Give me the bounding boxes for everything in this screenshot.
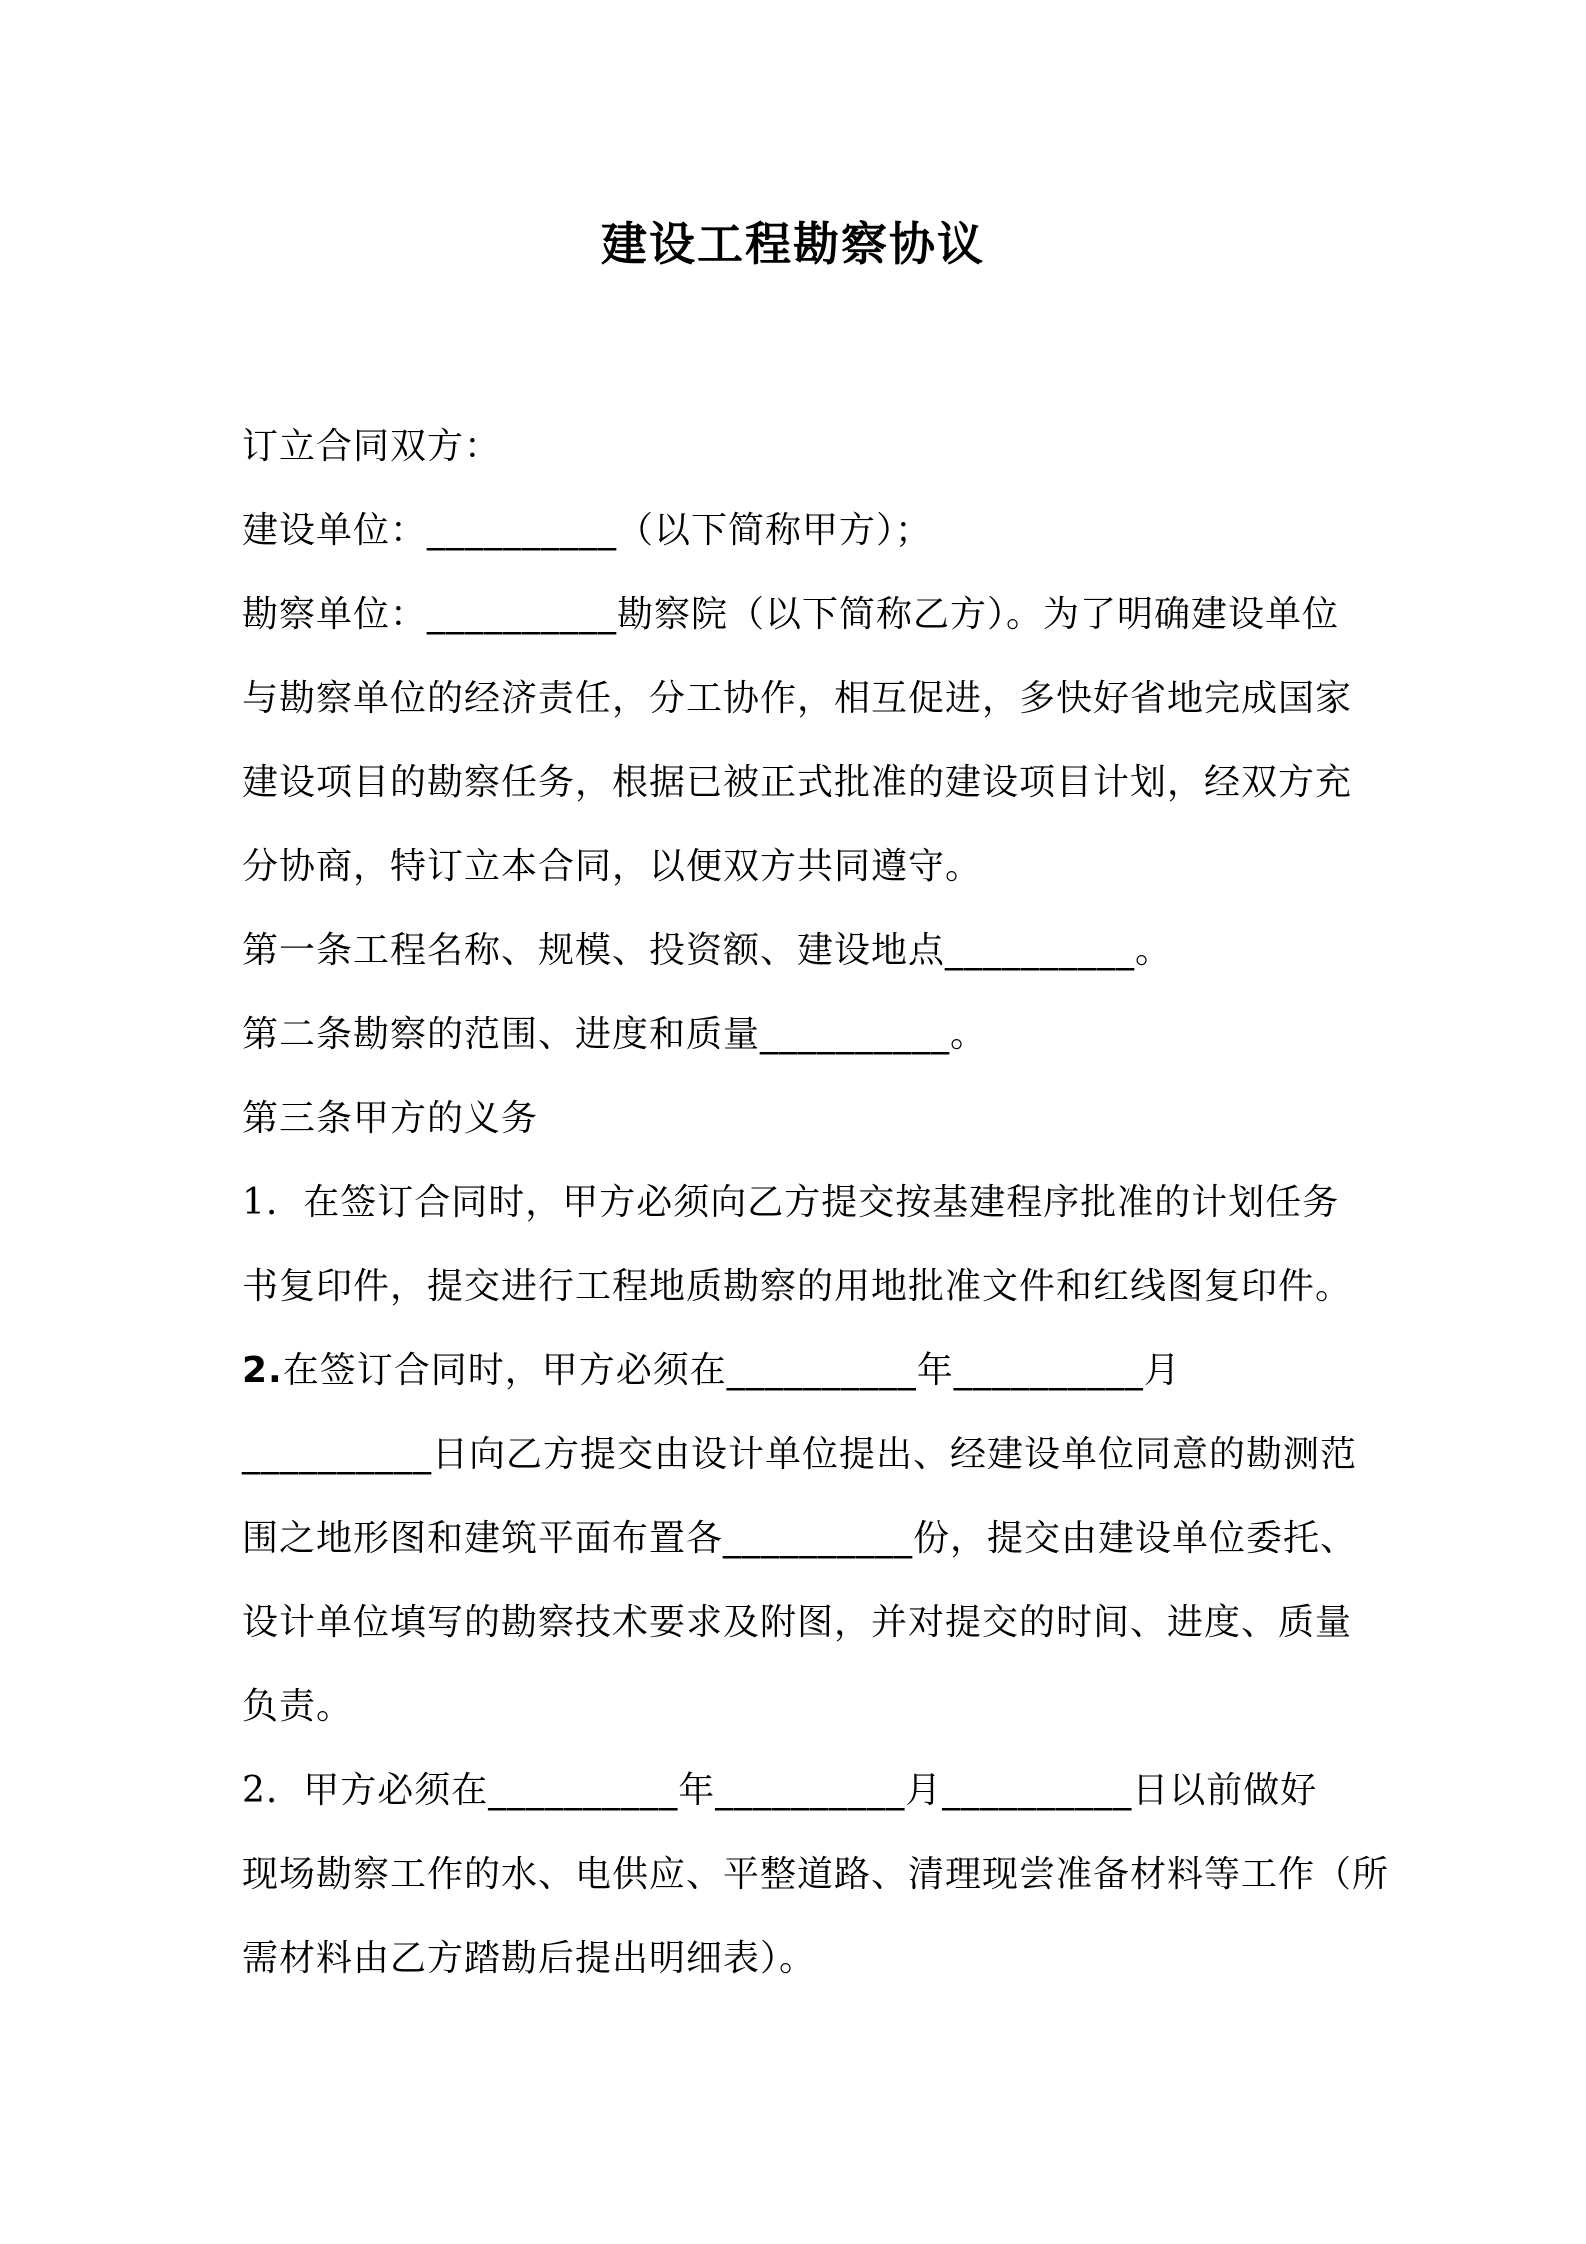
clause-text: 在签订合同时，甲方必须在__________年__________月 [282,1350,1181,1391]
party-a-line: 建设单位：__________（以下简称甲方）； [242,510,933,551]
clause-2a-line: 负责。 [242,1686,354,1727]
article-3-heading: 第三条甲方的义务 [242,1098,539,1139]
clause-2a-line [242,1329,1362,1413]
clause-2a-line: 设计单位填写的勘察技术要求及附图，并对提交的时间、进度、质量 [242,1602,1353,1643]
document-body [242,405,1390,2001]
preamble-line: 建设项目的勘察任务，根据已被正式批准的建设项目计划，经双方充 [242,762,1353,803]
party-b-line: 勘察单位：__________勘察院（以下简称乙方）。为了明确建设单位 [242,594,1340,635]
preamble-line: 分协商，特订立本合同，以便双方共同遵守。 [242,846,983,887]
document-title: 建设工程勘察协议 [601,217,985,271]
clause-number: 2. [242,1350,283,1391]
clause-2b-line: 现场勘察工作的水、电供应、平整道路、清理现尝准备材料等工作（所 [242,1854,1390,1895]
clause-number: 1. [242,1182,279,1223]
clause-2a-line: 围之地形图和建筑平面布置各__________份，提交由建设单位委托、 [242,1518,1358,1559]
clause-text: 甲方必须在__________年__________月__________日以前做好 [303,1770,1318,1811]
article-1: 第一条工程名称、规模、投资额、建设地点__________。 [242,930,1173,971]
clause-1-line [242,1161,1362,1245]
clause-2b-line [242,1749,1362,1833]
clause-2b-line: 需材料由乙方踏勘后提出明细表）。 [242,1938,817,1979]
clause-1-line: 书复印件，提交进行工程地质勘察的用地批准文件和红线图复印件。 [242,1266,1353,1307]
parties-heading: 订立合同双方： [242,426,502,467]
clause-number: 2. [242,1770,279,1811]
article-2: 第二条勘察的范围、进度和质量__________。 [242,1014,988,1055]
clause-2a-line: __________日向乙方提交由设计单位提出、经建设单位同意的勘测范 [242,1434,1358,1475]
preamble-line: 与勘察单位的经济责任，分工协作，相互促进，多快好省地完成国家 [242,678,1353,719]
clause-text: 在签订合同时，甲方必须向乙方提交按基建程序批准的计划任务 [303,1182,1340,1223]
